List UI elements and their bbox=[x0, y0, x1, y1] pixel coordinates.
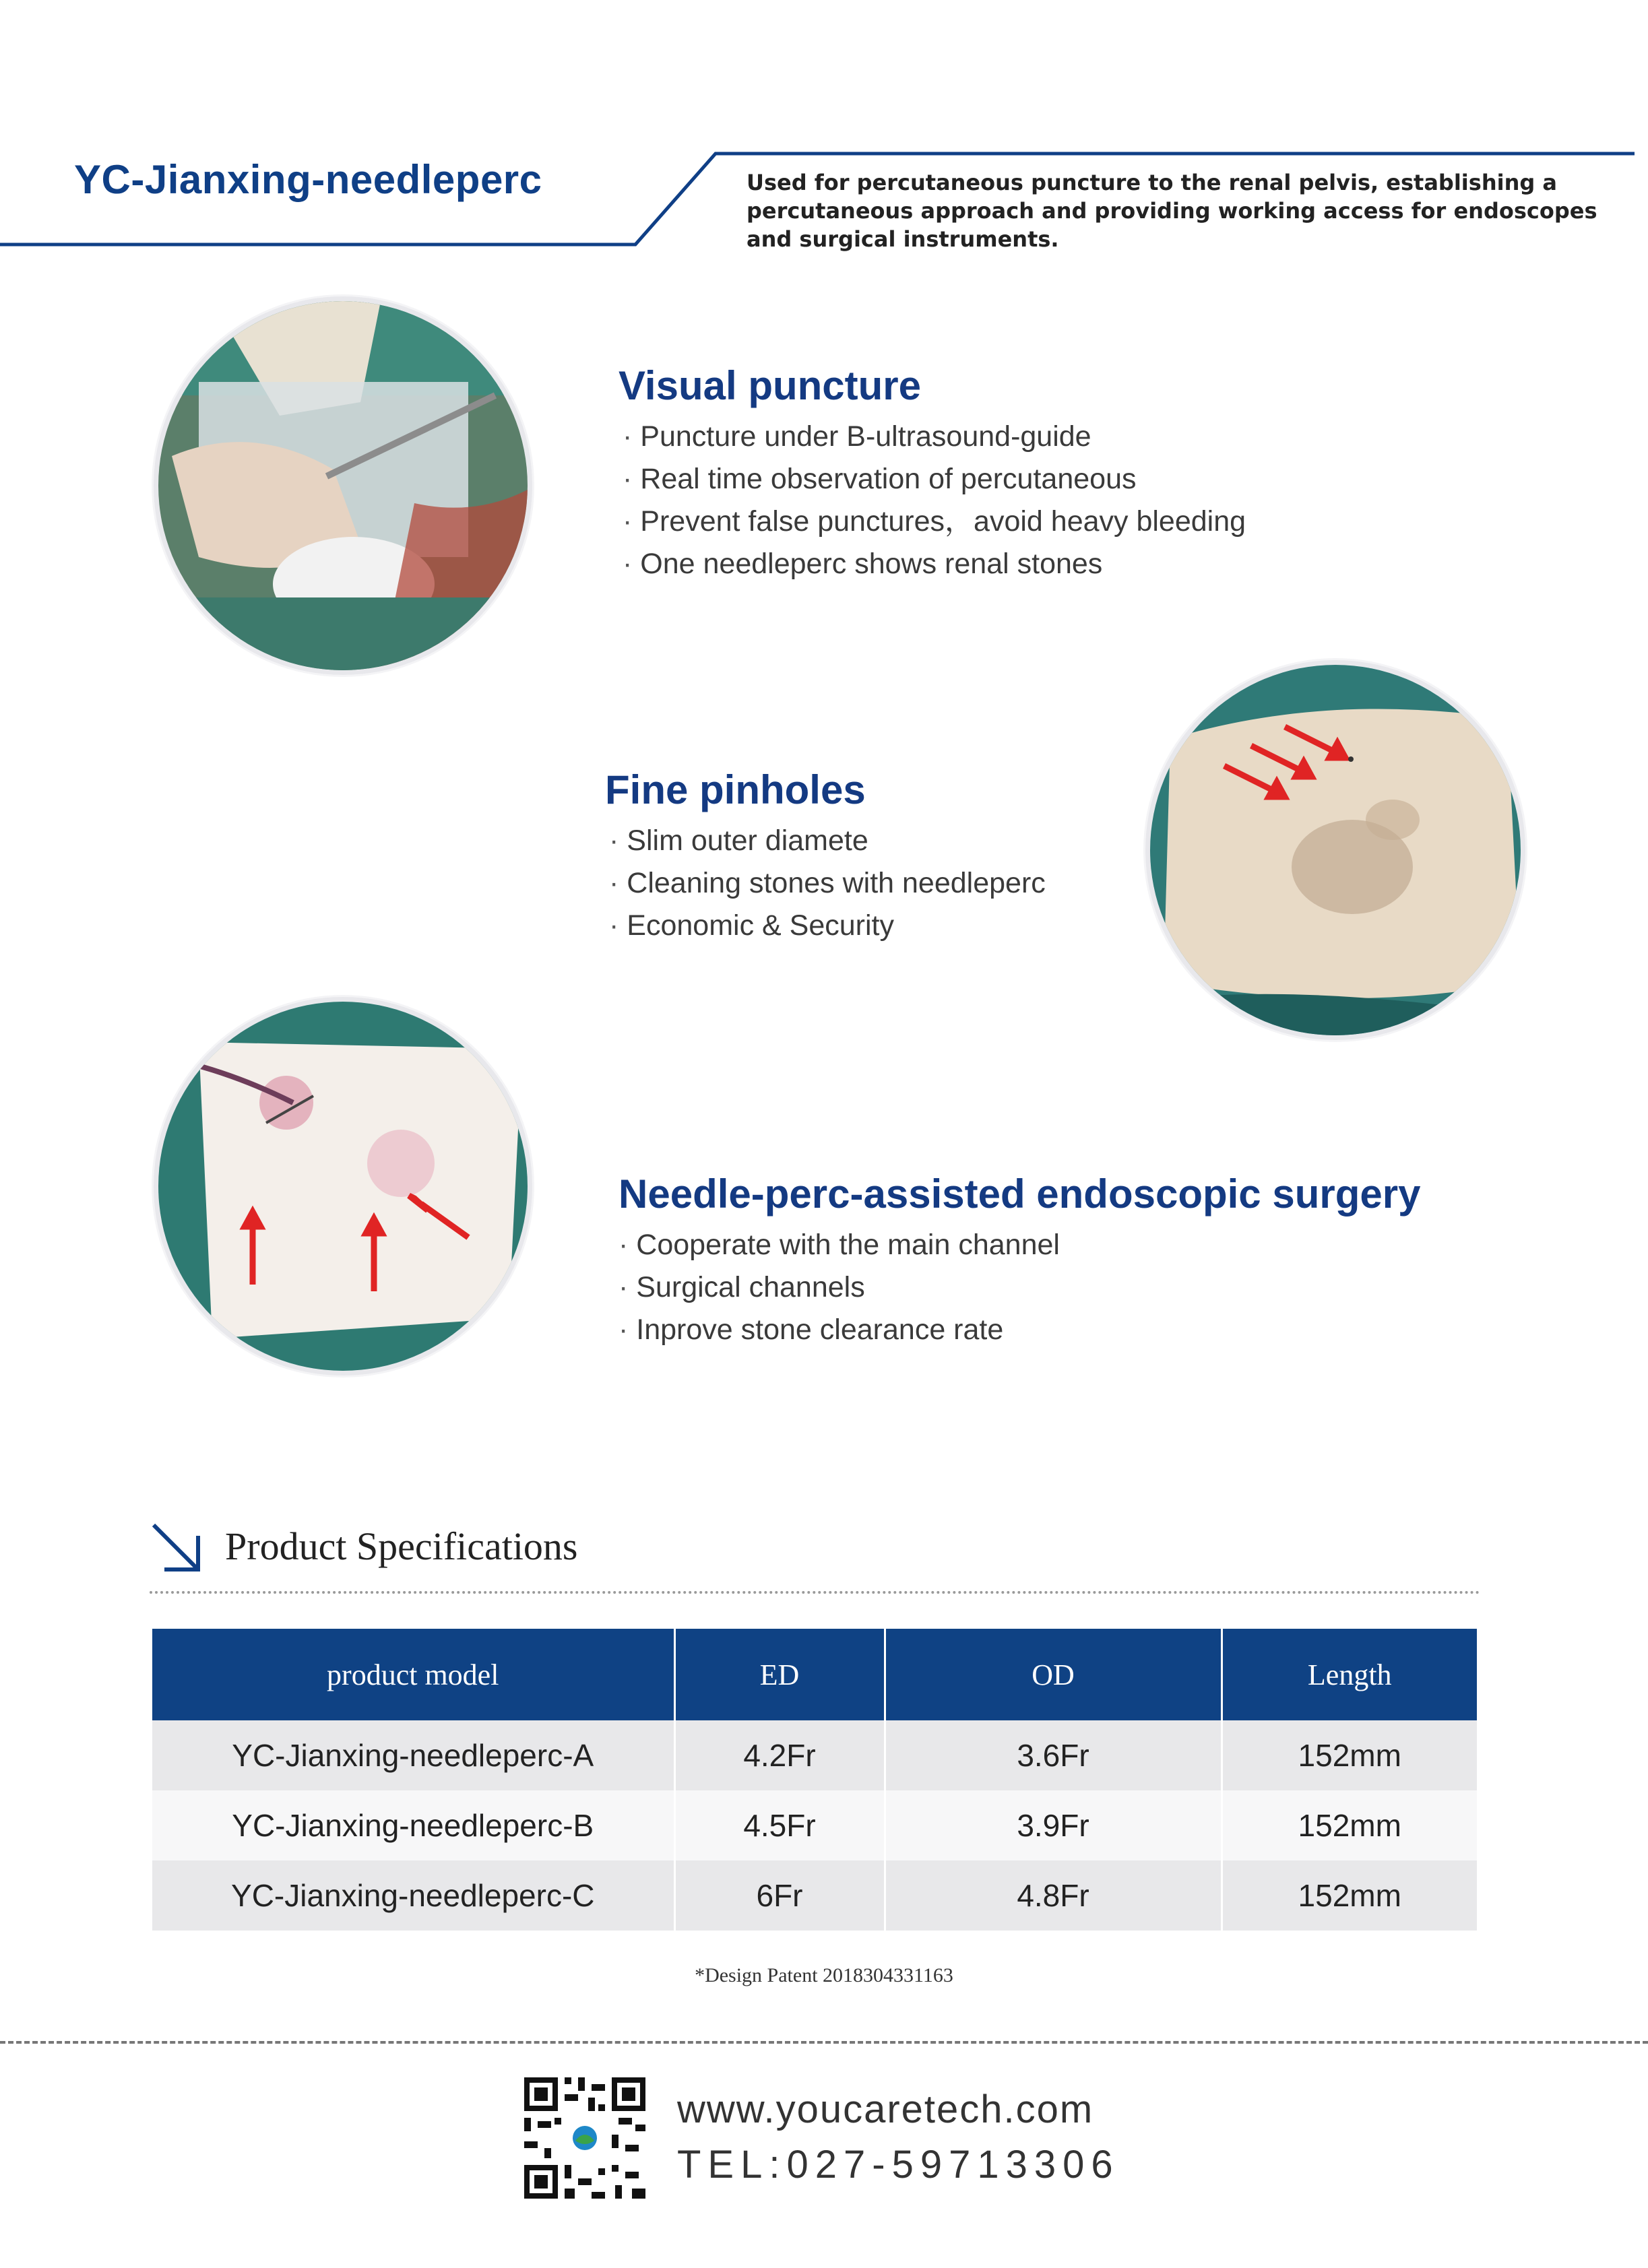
feature-bullet: · One needleperc shows renal stones bbox=[623, 543, 1246, 585]
feature-bullet: · Cooperate with the main channel bbox=[619, 1224, 1420, 1266]
cell-od: 4.8Fr bbox=[885, 1860, 1222, 1931]
feature-bullet: · Inprove stone clearance rate bbox=[619, 1309, 1420, 1351]
feature-bullet: · Real time observation of percutaneous bbox=[623, 458, 1246, 500]
feature-bullet: · Surgical channels bbox=[619, 1266, 1420, 1309]
footer-divider bbox=[0, 2041, 1648, 2044]
cell-model: YC-Jianxing-needleperc-C bbox=[152, 1860, 674, 1931]
feature-assisted-surgery bbox=[619, 1171, 1420, 1351]
cell-ed: 4.2Fr bbox=[674, 1720, 885, 1790]
photo-assisted-surgery bbox=[154, 997, 532, 1375]
cell-length: 152mm bbox=[1222, 1720, 1477, 1790]
feature-title: Visual puncture bbox=[619, 363, 922, 408]
table-header-row bbox=[152, 1629, 1477, 1720]
cell-ed: 4.5Fr bbox=[674, 1790, 885, 1860]
table-row bbox=[152, 1860, 1477, 1931]
feature-visual-puncture bbox=[619, 362, 1246, 585]
feature-title: Needle-perc-assisted endoscopic surgery bbox=[619, 1171, 1421, 1217]
design-patent-note: *Design Patent 2018304331163 bbox=[695, 1964, 953, 1986]
feature-title: Fine pinholes bbox=[605, 767, 866, 812]
cell-ed: 6Fr bbox=[674, 1860, 885, 1931]
arrow-down-right-icon bbox=[150, 1521, 203, 1575]
feature-bullet: · Prevent false punctures，avoid heavy bleeding bbox=[623, 500, 1246, 543]
qr-code-icon bbox=[524, 2077, 645, 2199]
feature-bullet: · Puncture under B-ultrasound-guide bbox=[623, 416, 1246, 458]
website-link[interactable]: www.youcaretech.com bbox=[677, 2087, 1094, 2131]
cell-od: 3.6Fr bbox=[885, 1720, 1222, 1790]
column-header: Length bbox=[1222, 1629, 1477, 1720]
specs-divider bbox=[150, 1591, 1480, 1594]
feature-fine-pinholes bbox=[605, 767, 1046, 947]
table-row bbox=[152, 1790, 1477, 1860]
table-row bbox=[152, 1720, 1477, 1790]
cell-length: 152mm bbox=[1222, 1860, 1477, 1931]
feature-bullet: · Slim outer diamete bbox=[609, 820, 1046, 862]
column-header: product model bbox=[152, 1629, 674, 1720]
specs-title: Product Specifications bbox=[225, 1524, 578, 1568]
telephone-number: TEL:027-59713306 bbox=[677, 2143, 1120, 2186]
product-title: YC-Jianxing-needleperc bbox=[74, 157, 542, 202]
cell-length: 152mm bbox=[1222, 1790, 1477, 1860]
specs-table bbox=[152, 1629, 1477, 1931]
column-header: ED bbox=[674, 1629, 885, 1720]
feature-bullet: · Cleaning stones with needleperc bbox=[609, 862, 1046, 905]
product-intro: Used for percutaneous puncture to the renal pelvis, establishing a percutaneous approach and providing working access for endoscopes and surgical instruments. bbox=[747, 170, 1597, 252]
feature-bullet: · Economic & Security bbox=[609, 905, 1046, 947]
cell-model: YC-Jianxing-needleperc-B bbox=[152, 1790, 674, 1860]
photo-fine-pinholes bbox=[1145, 660, 1525, 1040]
cell-model: YC-Jianxing-needleperc-A bbox=[152, 1720, 674, 1790]
column-header: OD bbox=[885, 1629, 1222, 1720]
photo-visual-puncture bbox=[154, 296, 532, 675]
cell-od: 3.9Fr bbox=[885, 1790, 1222, 1860]
